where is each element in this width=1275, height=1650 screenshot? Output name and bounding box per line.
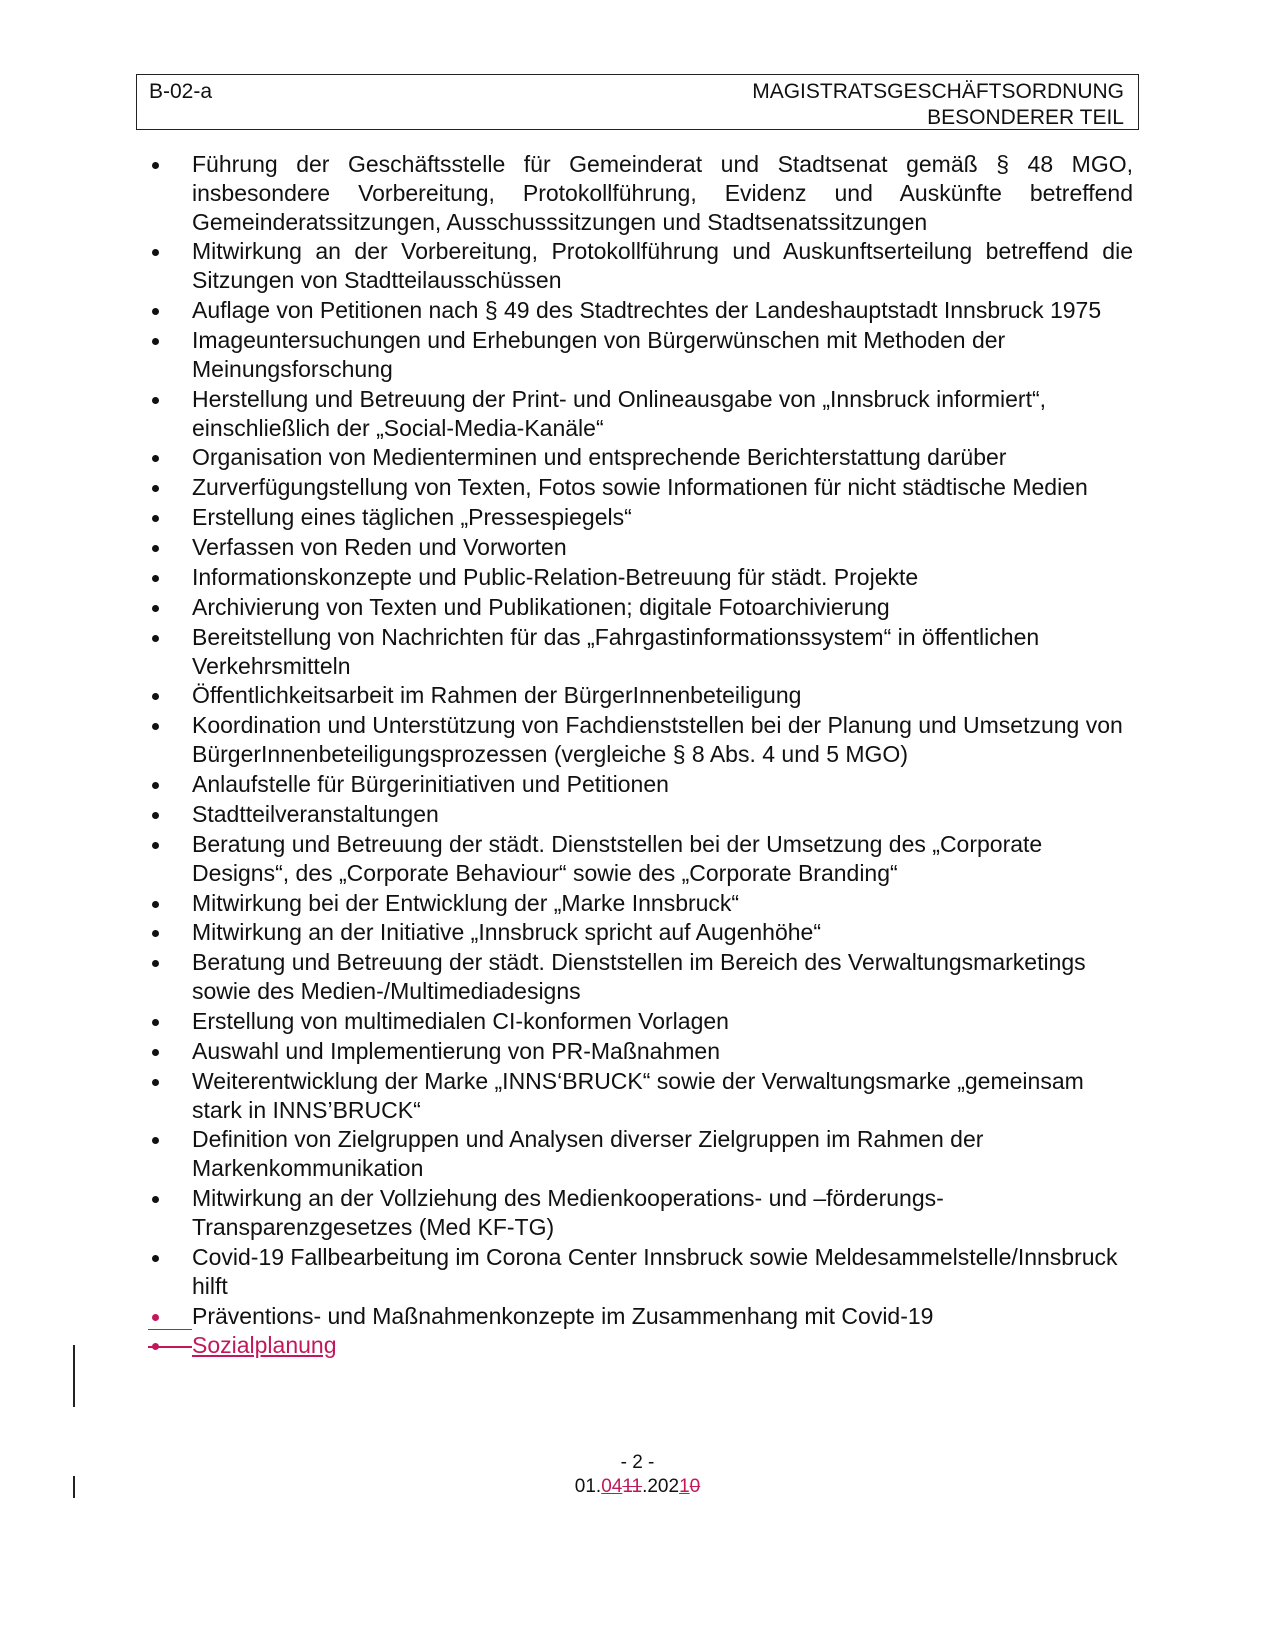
inserted-list-item	[148, 1302, 1133, 1331]
bullet-icon	[152, 1019, 159, 1026]
bullet-icon	[152, 249, 159, 256]
list-item	[148, 681, 1133, 710]
bullet-icon	[152, 545, 159, 552]
list-item	[148, 385, 1133, 443]
document-title-line2: BESONDERER TEIL	[927, 106, 1124, 129]
list-item	[148, 1184, 1133, 1242]
list-item-text: Herstellung und Betreuung der Print- und Onlineausgabe von „Innsbruck informiert“, einschließlich der „Social-Media-Kanäle“	[192, 385, 1047, 441]
list-item-text: Organisation von Medienterminen und entsprechende Berichterstattung darüber	[192, 444, 1007, 471]
list-item	[148, 889, 1133, 918]
list-item	[148, 918, 1133, 947]
date-prefix: 01.	[574, 1476, 602, 1497]
page-number: - 2 -	[620, 1452, 655, 1473]
bullet-icon	[152, 960, 159, 967]
list-item	[148, 1067, 1133, 1125]
list-item	[148, 533, 1133, 562]
list-item-text: Anlaufstelle für Bürgerinitiativen und Petitionen	[192, 771, 669, 798]
list-item-text: Führung der Geschäftsstelle für Gemeinderat und Stadtsenat gemäß § 48 MGO, insbesondere Vorbereitung, Protokollführung, Evidenz und Auskünfte betreffend Gemeinderatssitzungen, Ausschusssitzungen und Stadtsenatssitzungen	[192, 151, 1133, 235]
bullet-icon	[152, 1049, 159, 1056]
bullet-icon	[152, 693, 159, 700]
change-bar	[73, 1345, 75, 1407]
insertion-mark	[148, 1329, 192, 1331]
list-item-text: Auflage von Petitionen nach § 49 des Stadtrechtes der Landeshauptstadt Innsbruck 1975	[192, 297, 1102, 324]
date-year-deleted: 0	[689, 1476, 701, 1497]
list-item	[148, 1243, 1133, 1301]
list-item	[148, 1125, 1133, 1183]
bullet-icon	[152, 338, 159, 345]
list-item	[148, 623, 1133, 681]
list-item	[148, 150, 1133, 236]
deletion-mark	[148, 1346, 192, 1348]
list-item	[148, 296, 1133, 325]
list-item-text: Mitwirkung bei der Entwicklung der „Marke Innsbruck“	[192, 889, 740, 916]
list-item	[148, 1007, 1133, 1036]
list-item	[148, 237, 1133, 295]
bullet-icon	[152, 842, 159, 849]
list-item-text: Öffentlichkeitsarbeit im Rahmen der BürgerInnenbeteiligung	[192, 682, 802, 709]
list-item-text: Mitwirkung an der Vollziehung des Medienkooperations- und –förderungs-Transparenzgesetzes (Med KF-TG)	[192, 1185, 944, 1240]
bullet-icon	[152, 397, 159, 404]
bullet-icon	[152, 723, 159, 730]
bullet-icon	[152, 308, 159, 315]
list-item-text: Imageuntersuchungen und Erhebungen von Bürgerwünschen mit Methoden der Meinungsforschung	[192, 327, 1006, 382]
deleted-item-text: Sozialplanung	[192, 1332, 337, 1359]
document-code: B-02-a	[149, 80, 213, 103]
list-item-text: Koordination und Unterstützung von Fachdienststellen bei der Planung und Umsetzung von BürgerInnenbeteiligungsprozessen (vergleiche § 8 Abs. 4 und 5 MGO)	[192, 712, 1123, 768]
bullet-icon	[152, 1255, 159, 1262]
list-item-text: Erstellung eines täglichen „Pressespiegels“	[192, 504, 632, 531]
bullet-icon	[152, 812, 159, 819]
inserted-item-text: Präventions- und Maßnahmenkonzepte im Zusammenhang mit Covid-19	[192, 1302, 934, 1329]
list-item	[148, 443, 1133, 472]
list-item-text: Bereitstellung von Nachrichten für das „Fahrgastinformationssystem“ in öffentlichen Verkehrsmitteln	[192, 623, 1040, 679]
list-item-text: Auswahl und Implementierung von PR-Maßnahmen	[192, 1037, 720, 1064]
list-item-text: Zurverfügungstellung von Texten, Fotos sowie Informationen für nicht städtische Medien	[192, 474, 1088, 501]
list-item-text: Beratung und Betreuung der städt. Dienststellen im Bereich des Verwaltungsmarketings sowie des Medien-/Multimediadesigns	[192, 949, 1086, 1005]
bullet-icon	[152, 1079, 159, 1086]
bullet-icon	[152, 1314, 159, 1321]
list-item-text: Archivierung von Texten und Publikationen; digitale Fotoarchivierung	[192, 593, 890, 620]
list-item-text: Beratung und Betreuung der städt. Dienststellen bei der Umsetzung des „Corporate Designs“, des „Corporate Behaviour“ sowie des „Corporate Branding“	[192, 830, 1043, 886]
list-item-text: Stadtteilveranstaltungen	[192, 800, 439, 827]
list-item	[148, 948, 1133, 1006]
list-item	[148, 770, 1133, 799]
list-item-text: Covid-19 Fallbearbeitung im Corona Center Innsbruck sowie Meldesammelstelle/Innsbruck hilft	[192, 1243, 1118, 1299]
list-item	[148, 830, 1133, 888]
list-item-text: Verfassen von Reden und Vorworten	[192, 534, 567, 561]
bullet-icon	[152, 930, 159, 937]
page-header	[136, 74, 1139, 130]
bullet-icon	[152, 605, 159, 612]
document-title-line1: MAGISTRATSGESCHÄFTSORDNUNG	[752, 80, 1124, 103]
bullet-icon	[152, 162, 159, 169]
bullet-icon	[152, 455, 159, 462]
list-item	[148, 593, 1133, 622]
revision-date	[0, 1475, 1275, 1499]
list-item	[148, 563, 1133, 592]
date-year-base: .202	[642, 1476, 680, 1497]
list-item-text: Definition von Zielgruppen und Analysen diverser Zielgruppen im Rahmen der Markenkommunikation	[192, 1126, 984, 1182]
bullet-icon	[152, 575, 159, 582]
list-item-text: Mitwirkung an der Initiative „Innsbruck spricht auf Augenhöhe“	[192, 919, 821, 946]
list-item	[148, 326, 1133, 384]
task-list	[148, 150, 1133, 1361]
bullet-icon	[152, 515, 159, 522]
date-year-inserted: 1	[679, 1476, 690, 1497]
date-month-deleted: 11	[622, 1476, 643, 1497]
list-item-text: Mitwirkung an der Vorbereitung, Protokollführung und Auskunftserteilung betreffend die Sitzungen von Stadtteilausschüssen	[192, 238, 1133, 294]
list-item	[148, 1037, 1133, 1066]
date-month-inserted: 04	[601, 1476, 623, 1497]
list-item-text: Weiterentwicklung der Marke „INNS‘BRUCK“ sowie der Verwaltungsmarke „gemeinsam stark in INNS’BRUCK“	[192, 1067, 1084, 1123]
list-item	[148, 711, 1133, 769]
list-item	[148, 503, 1133, 532]
bullet-icon	[152, 782, 159, 789]
list-item	[148, 800, 1133, 829]
bullet-icon	[152, 485, 159, 492]
bullet-icon	[152, 1196, 159, 1203]
deleted-list-item	[148, 1331, 1133, 1360]
list-item-text: Erstellung von multimedialen CI-konformen Vorlagen	[192, 1007, 729, 1034]
bullet-icon	[152, 1137, 159, 1144]
bullet-icon	[152, 901, 159, 908]
list-item-text: Informationskonzepte und Public-Relation-Betreuung für städt. Projekte	[192, 564, 919, 590]
list-item	[148, 473, 1133, 502]
bullet-icon	[152, 635, 159, 642]
document-title	[752, 79, 1124, 131]
